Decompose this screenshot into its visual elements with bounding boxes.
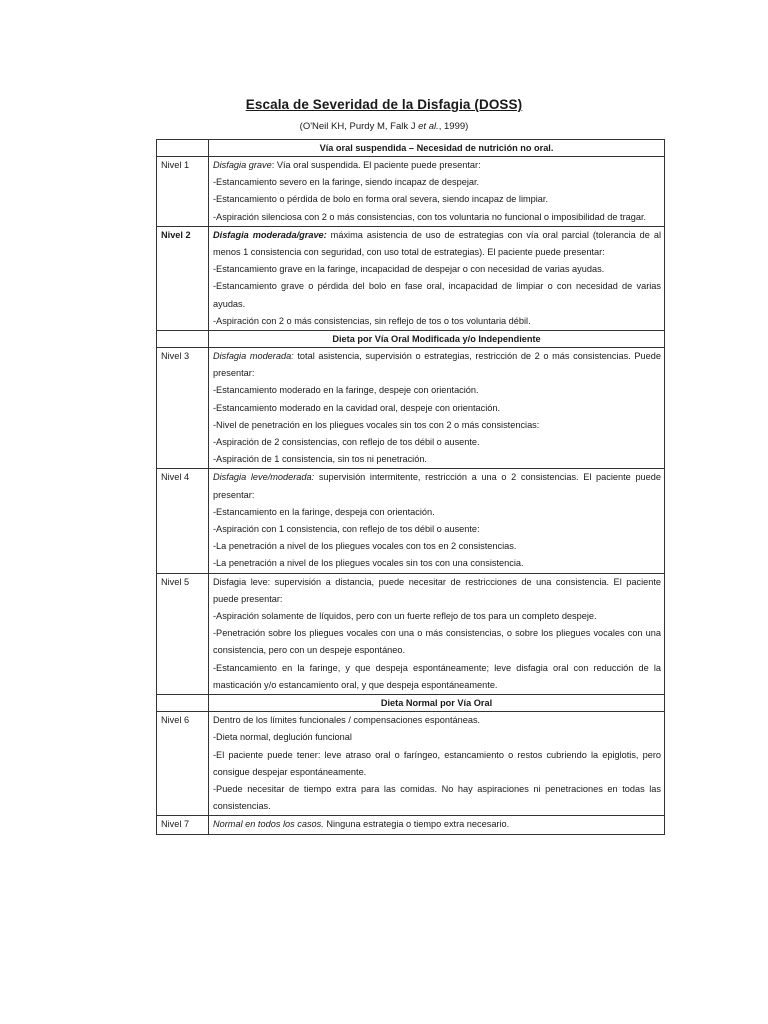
doss-table — [156, 139, 665, 835]
level-label: Nivel 5 — [157, 573, 209, 694]
list-item: -Aspiración de 1 consistencia, sin tos ni penetración. — [213, 454, 427, 465]
table-row — [157, 226, 665, 330]
list-item: -Aspiración con 1 consistencia, con reflejo de tos débil o ausente: — [213, 524, 480, 535]
level-lead-rest: total asistencia, supervisión o estrategias, restricción de 2 o más consistencias. Puede presentar: — [213, 351, 661, 379]
list-item: -Aspiración solamente de líquidos, pero con un fuerte reflejo de tos para un completo despeje. — [213, 611, 597, 622]
table-row — [157, 469, 665, 573]
level-lead: Normal en todos los casos. — [213, 819, 324, 830]
list-item: -Puede necesitar de tiempo extra para las comidas. No hay aspiraciones ni penetraciones en todas las consistencias. — [213, 783, 661, 812]
list-item: -Dieta normal, deglución funcional — [213, 732, 352, 743]
level-lead-line — [213, 816, 661, 833]
section-header-row — [157, 331, 665, 348]
level-lead: Disfagia grave — [213, 160, 272, 170]
level-description — [209, 469, 665, 573]
document-title: Escala de Severidad de la Disfagia (DOSS) — [245, 97, 523, 112]
level-description — [209, 348, 665, 469]
level-lead: Disfagia leve/moderada: — [213, 472, 315, 483]
list-item: -Aspiración silenciosa con 2 o más consistencias, con tos voluntaria no funcional o imposibilidad de tragar. — [213, 211, 647, 222]
table-row — [157, 348, 665, 469]
section-header-spacer — [157, 695, 209, 712]
document-citation — [0, 121, 768, 132]
level-lead: Disfagia moderada/grave: — [213, 229, 327, 240]
section-header-row — [157, 695, 665, 712]
list-item: -Estancamiento grave en la faringe, incapacidad de despejar o con necesidad de varias ayudas. — [213, 264, 605, 275]
table-row — [157, 573, 665, 694]
level-description — [209, 157, 665, 227]
level-lead-rest: Ninguna estrategia o tiempo extra necesario. — [323, 819, 510, 830]
list-item: -Nivel de penetración en los pliegues vocales sin tos con 2 o más consistencias: — [213, 419, 540, 430]
level-lead-rest: : supervisión a distancia, puede necesitar de restricciones de una consistencia. El paciente puede presentar: — [213, 576, 661, 604]
level-lead-line — [213, 574, 661, 608]
level-description — [209, 226, 665, 330]
level-label: Nivel 2 — [157, 226, 209, 330]
level-lead-line — [213, 157, 661, 174]
level-lead-rest: máxima asistencia de uso de estrategias con vía oral parcial (tolerancia de al menos 1 consistencia con seguridad, con uso total de estrategias). El paciente puede presentar: — [213, 229, 661, 258]
section-header-nonoral: Vía oral suspendida – Necesidad de nutrición no oral. — [209, 140, 665, 157]
citation-etal: et al. — [418, 121, 439, 132]
list-item: -Penetración sobre los pliegues vocales con una o más consistencias, o sobre los pliegues vocales con una consistencia, pero con un despeje espontáneo. — [213, 628, 661, 656]
list-item: -La penetración a nivel de los pliegues vocales sin tos con una consistencia. — [213, 558, 524, 569]
section-header-normal: Dieta Normal por Vía Oral — [209, 695, 665, 712]
level-description — [209, 816, 665, 834]
list-item: -Estancamiento severo en la faringe, siendo incapaz de despejar. — [213, 177, 480, 188]
level-label: Nivel 4 — [157, 469, 209, 573]
level-label: Nivel 1 — [157, 157, 209, 227]
list-item: -Estancamiento en la faringe, y que despeja espontáneamente; leve disfagia oral con reducción de la masticación y/o estancamiento oral, y que despeja espontáneamente. — [213, 662, 661, 690]
level-label: Nivel 3 — [157, 348, 209, 469]
table-row — [157, 157, 665, 227]
section-header-modified: Dieta por Vía Oral Modificada y/o Independiente — [209, 331, 665, 348]
citation-authors: (O'Neil KH, Purdy M, Falk J — [299, 121, 419, 132]
table-row — [157, 712, 665, 816]
level-lead-line — [213, 227, 661, 261]
level-lead: Disfagia moderada: — [213, 351, 294, 362]
section-header-spacer — [157, 331, 209, 348]
level-lead-rest: : Vía oral suspendida. El paciente puede presentar: — [271, 160, 481, 170]
citation-year: , 1999) — [438, 121, 469, 132]
list-item: -Estancamiento moderado en la cavidad oral, despeje con orientación. — [213, 402, 501, 413]
level-description — [209, 712, 665, 816]
level-lead-rest: supervisión intermitente, restricción a una o 2 consistencias. El paciente puede presentar: — [213, 472, 661, 500]
list-item: -Estancamiento moderado en la faringe, despeje con orientación. — [213, 385, 479, 396]
level-description — [209, 573, 665, 694]
list-item: -El paciente puede tener: leve atraso oral o faríngeo, estancamiento o restos cubriendo la epiglotis, pero consigue despejar espontáneamente. — [213, 749, 661, 777]
level-label: Nivel 7 — [157, 816, 209, 834]
list-item: -La penetración a nivel de los pliegues vocales con tos en 2 consistencias. — [213, 541, 517, 552]
list-item: -Aspiración de 2 consistencias, con reflejo de tos débil o ausente. — [213, 437, 480, 448]
level-lead-line: Dentro de los límites funcionales / compensaciones espontáneas. — [213, 715, 481, 726]
level-lead: Disfagia leve — [213, 576, 268, 587]
level-lead-line — [213, 469, 661, 503]
level-lead-line — [213, 348, 661, 382]
list-item: -Estancamiento o pérdida de bolo en forma oral severa, siendo incapaz de limpiar. — [213, 194, 549, 205]
list-item: -Estancamiento en la faringe, despeja con orientación. — [213, 506, 435, 517]
section-header-spacer — [157, 140, 209, 157]
list-item: -Estancamiento grave o pérdida del bolo en fase oral, incapacidad de limpiar o con necesidad de varias ayudas. — [213, 281, 661, 309]
table-row — [157, 816, 665, 834]
section-header-row — [157, 140, 665, 157]
level-label: Nivel 6 — [157, 712, 209, 816]
list-item: -Aspiración con 2 o más consistencias, sin reflejo de tos o tos voluntaria débil. — [213, 315, 531, 326]
